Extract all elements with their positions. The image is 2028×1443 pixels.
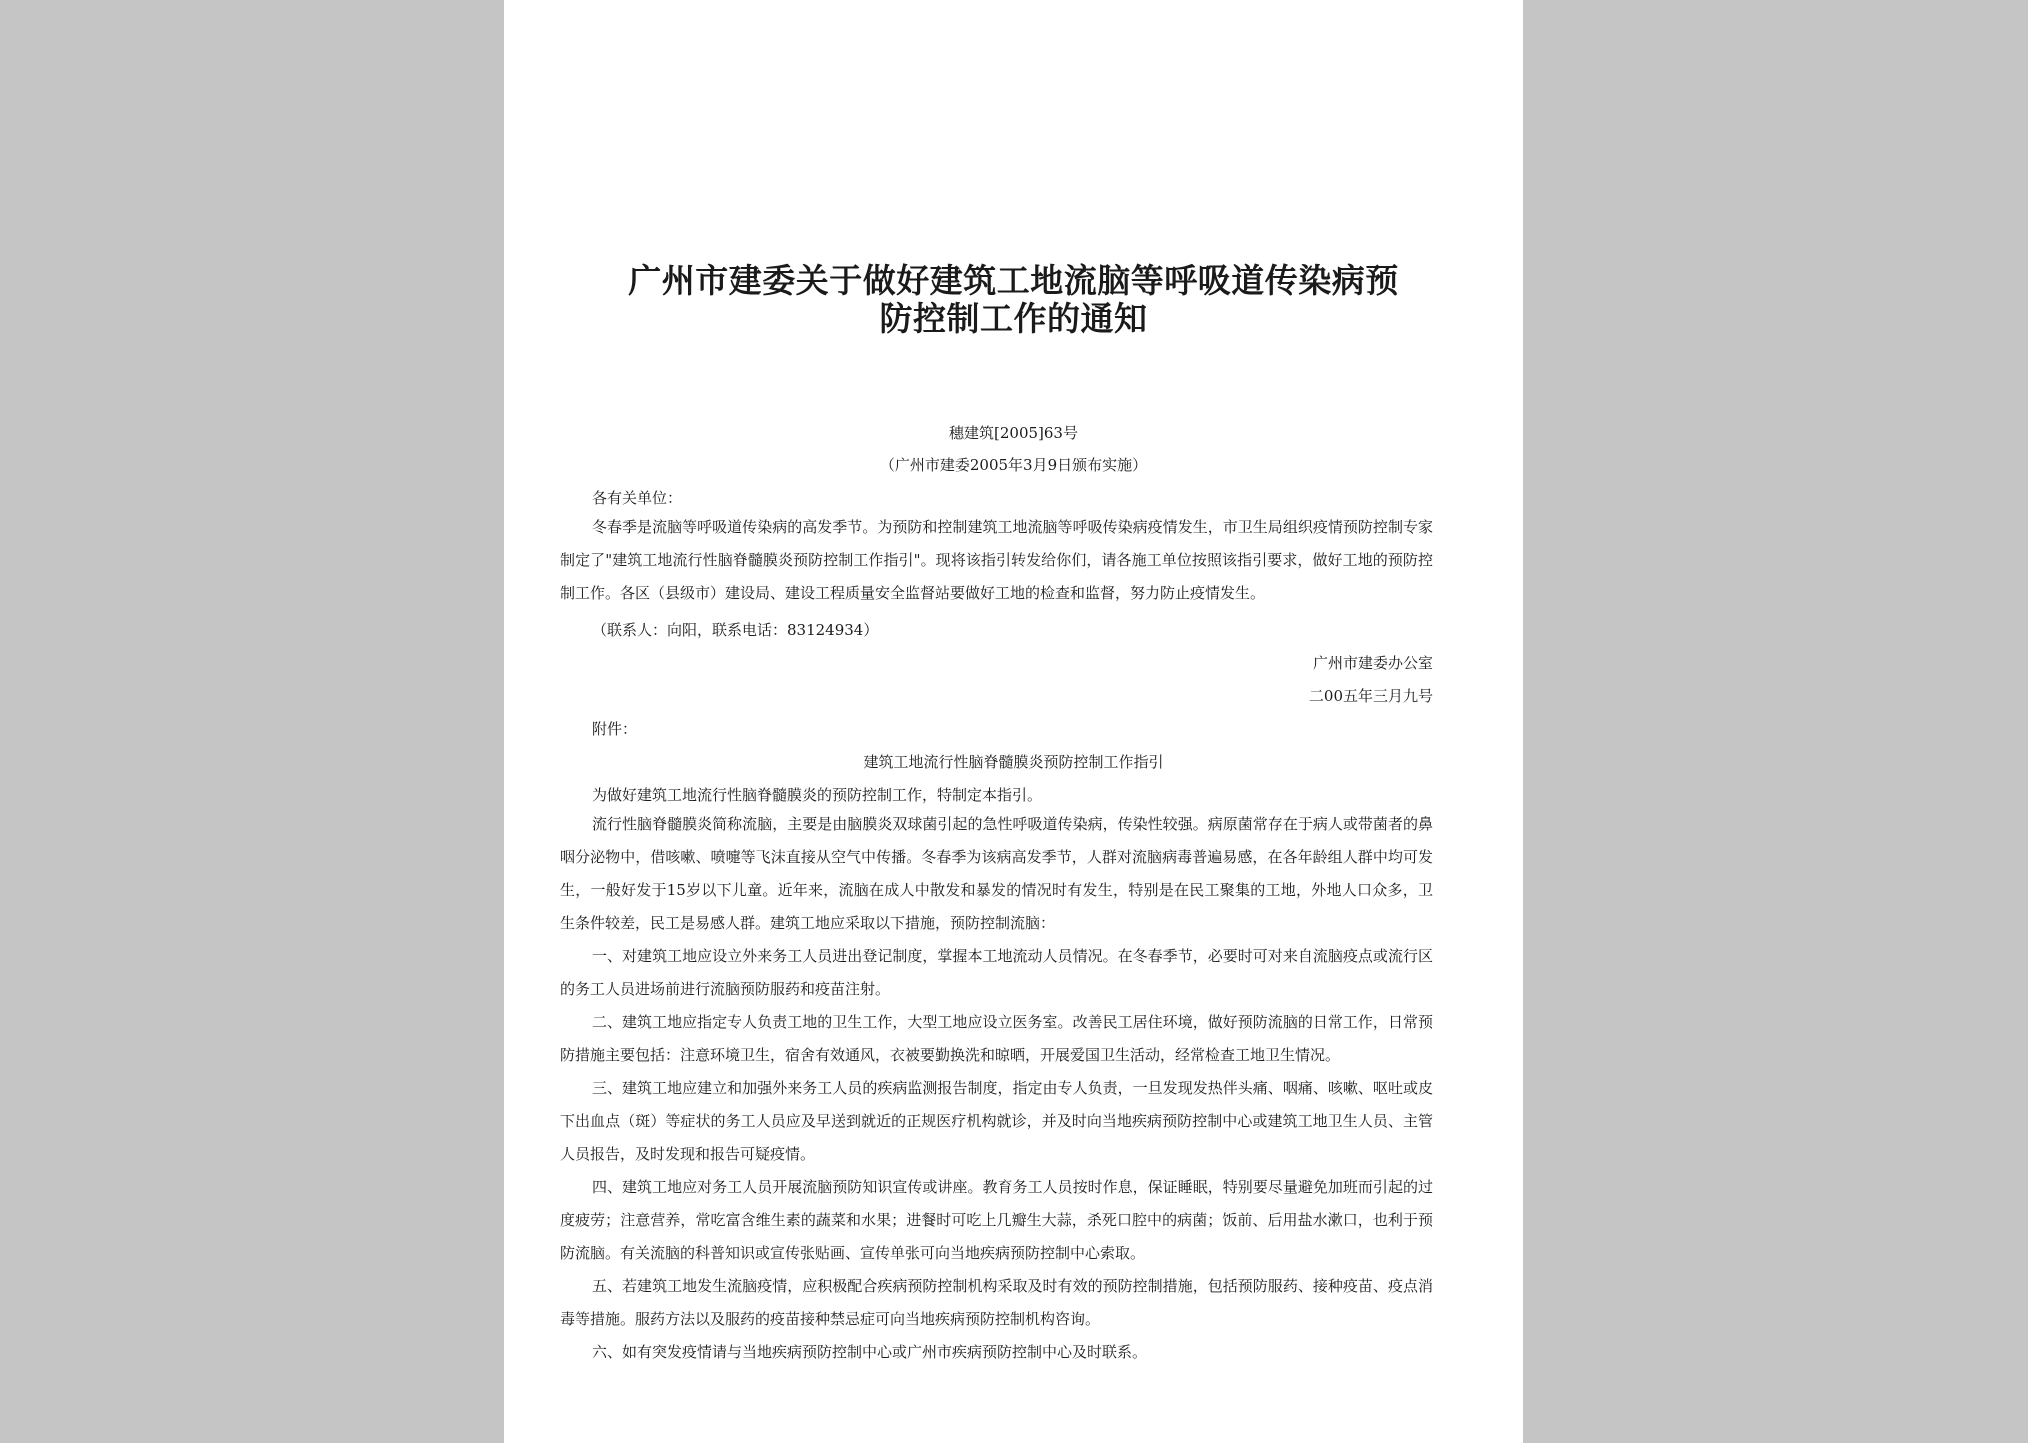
issued-note: （广州市建委2005年3月9日颁布实施） [879,456,1148,474]
contact-line: （联系人：向阳，联系电话：83124934） [592,621,879,639]
measure-item-3: 三、建筑工地应建立和加强外来务工人员的疾病监测报告制度，指定由专人负责，一旦发现发热伴头痛、咽痛、咳嗽、呕吐或皮下出血点（斑）等症状的务工人员应及早送到就近的正规医疗机构就诊，并及时向当地疾病预防控制中心或建筑工地卫生人员、主管人员报告，及时发现和报告可疑疫情。 [560,1079,1433,1163]
measure-item-2: 二、建筑工地应指定专人负责工地的卫生工作，大型工地应设立医务室。改善民工居住环境，做好预防流脑的日常工作，日常预防措施主要包括：注意环境卫生，宿舍有效通风，衣被要勤换洗和晾晒，开展爱国卫生活动，经常检查工地卫生情况。 [560,1013,1433,1064]
signature-org: 广州市建委办公室 [1312,654,1433,672]
measure-item-1: 一、对建筑工地应设立外来务工人员进出登记制度，掌握本工地流动人员情况。在冬春季节，必要时可对来自流脑疫点或流行区的务工人员进场前进行流脑预防服药和疫苗注射。 [560,947,1433,998]
title-line-1: 广州市建委关于做好建筑工地流脑等呼吸道传染病预 [628,261,1399,300]
attachment-title: 建筑工地流行性脑脊髓膜炎预防控制工作指引 [863,753,1164,771]
measure-item-4: 四、建筑工地应对务工人员开展流脑预防知识宣传或讲座。教育务工人员按时作息，保证睡眠，特别要尽量避免加班而引起的过度疲劳；注意营养，常吃富含维生素的蔬菜和水果；进餐时可吃上几瓣生大蒜，杀死口腔中的病菌；饭前、后用盐水漱口，也利于预防流脑。有关流脑的科普知识或宣传张贴画、宣传单张可向当地疾病预防控制中心索取。 [560,1178,1433,1262]
paragraph-notice: 冬春季是流脑等呼吸道传染病的高发季节。为预防和控制建筑工地流脑等呼吸传染病疫情发生，市卫生局组织疫情预防控制专家制定了"建筑工地流行性脑脊髓膜炎预防控制工作指引"。现将该指引转发给你们，请各施工单位按照该指引要求，做好工地的预防控制工作。各区（县级市）建设局、建设工程质量安全监督站要做好工地的检查和监督，努力防止疫情发生。 [560,518,1433,602]
attachment-label: 附件： [592,720,638,738]
document-number: 穗建筑[2005]63号 [949,424,1078,442]
measure-item-6: 六、如有突发疫情请与当地疾病预防控制中心或广州市疾病预防控制中心及时联系。 [592,1343,1148,1361]
document-title [504,262,1523,338]
attachment-paragraph-1: 流行性脑脊髓膜炎简称流脑，主要是由脑膜炎双球菌引起的急性呼吸道传染病，传染性较强。病原菌常存在于病人或带菌者的鼻咽分泌物中，借咳嗽、喷嚏等飞沫直接从空气中传播。冬春季为该病高发季节，人群对流脑病毒普遍易感，在各年龄组人群中均可发生，一般好发于15岁以下儿童。近年来，流脑在成人中散发和暴发的情况时有发生，特别是在民工聚集的工地，外地人口众多，卫生条件较差，民工是易感人群。建筑工地应采取以下措施，预防控制流脑： [560,815,1433,932]
attachment-intro: 为做好建筑工地流行性脑脊髓膜炎的预防控制工作，特制定本指引。 [592,786,1043,804]
salutation: 各有关单位： [592,489,683,507]
title-line-2: 防控制工作的通知 [879,299,1148,338]
measure-item-5: 五、若建筑工地发生流脑疫情，应积极配合疾病预防控制机构采取及时有效的预防控制措施，包括预防服药、接种疫苗、疫点消毒等措施。服药方法以及服药的疫苗接种禁忌症可向当地疾病预防控制机构咨询。 [560,1277,1433,1328]
document-page [504,0,1523,1443]
signature-date: 二00五年三月九号 [1308,687,1433,705]
